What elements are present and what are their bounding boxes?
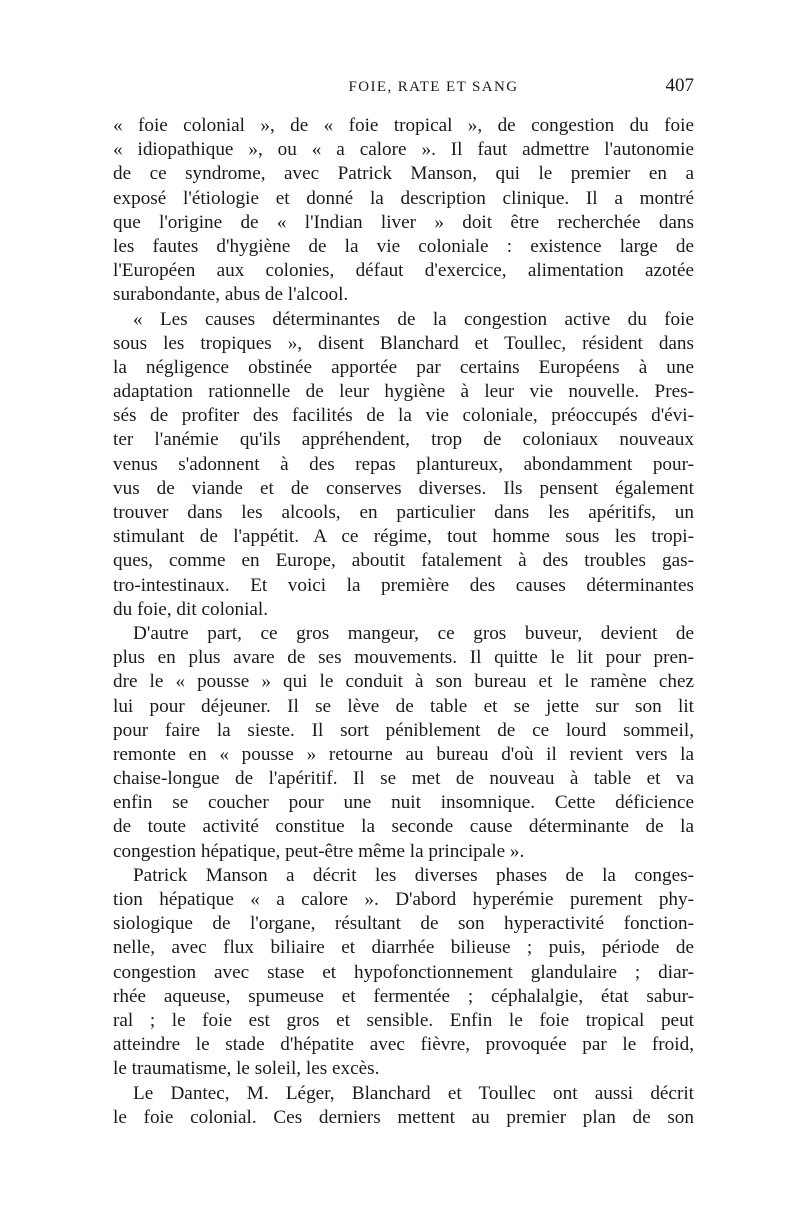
text-line: remonte en « pousse » retourne au bureau d'où il revient vers la [113,743,694,765]
text-line: ques, comme en Europe, aboutit fatalement à des troubles gas- [113,550,694,572]
text-line: plus en plus avare de ses mouvements. Il quitte le lit pour pren- [113,647,694,669]
text-line: adaptation rationnelle de leur hygiène à leur vie nouvelle. Pres- [113,381,694,403]
text-line: rhée aqueuse, spumeuse et fermentée ; céphalalgie, état sabur- [113,985,694,1007]
text-line: « foie colonial », de « foie tropical », de congestion du foie [113,115,694,136]
text-line: siologique de l'organe, résultant de son hyperactivité fonction- [113,913,694,935]
text-line: sous les tropiques », disent Blanchard et Toullec, résident dans [113,332,694,354]
text-line: que l'origine de « l'Indian liver » doit être recherchée dans [113,211,694,233]
text-line: stimulant de l'appétit. A ce régime, tout homme sous les tropi- [113,526,694,548]
text-line: pour faire la sieste. Il sort péniblement de ce lourd sommeil, [113,719,694,741]
text-line: exposé l'étiologie et donné la description clinique. Il a montré [113,187,694,209]
text-line: tion hépatique « a calore ». D'abord hyperémie purement phy- [113,889,694,910]
text-line: surabondante, abus de l'alcool. [113,284,349,306]
body-text [113,114,694,1130]
text-line: lui pour déjeuner. Il se lève de table et se jette sur son lit [113,695,694,717]
text-line: Patrick Manson a décrit les diverses phases de la conges- [133,864,694,886]
text-line: « idiopathique », ou « a calore ». Il faut admettre l'autonomie [113,139,694,161]
text-line: ral ; le foie est gros et sensible. Enfin le foie tropical peut [113,1009,694,1031]
text-line: nelle, avec flux biliaire et diarrhée bilieuse ; puis, période de [113,937,694,959]
text-line: vus de viande et de conserves diverses. Ils pensent également [113,477,694,499]
text-line: de ce syndrome, avec Patrick Manson, qui le premier en a [113,163,694,185]
text-line: de toute activité constitue la seconde cause déterminante de la [113,816,694,838]
text-line: atteindre le stade d'hépatite avec fièvre, provoquée par le froid, [113,1034,694,1056]
text-line: le traumatisme, le soleil, les excès. [113,1058,380,1080]
running-title: FOIE, RATE ET SANG [348,79,519,95]
text-line: tro-intestinaux. Et voici la première des causes déterminantes [113,574,694,596]
text-line: l'Européen aux colonies, défaut d'exercice, alimentation azotée [113,260,694,282]
text-line: congestion avec stase et hypofonctionnement glandulaire ; diar- [113,961,694,983]
text-line: « Les causes déterminantes de la congestion active du foie [133,308,694,330]
text-line: D'autre part, ce gros mangeur, ce gros buveur, devient de [133,622,694,644]
running-header [113,77,694,99]
text-line: trouver dans les alcools, en particulier dans les apéritifs, un [113,502,694,523]
text-line: chaise-longue de l'apéritif. Il se met de nouveau à table et va [113,768,694,790]
text-line: Le Dantec, M. Léger, Blanchard et Toullec ont aussi décrit [133,1082,694,1104]
text-line: sés de profiter des facilités de la vie coloniale, préoccupés d'évi- [113,405,694,427]
page-number: 407 [665,75,694,96]
text-line: le foie colonial. Ces derniers mettent au premier plan de son [113,1106,694,1128]
text-line: venus s'adonnent à des repas plantureux, abondamment pour- [113,453,694,475]
text-line: ter l'anémie qu'ils appréhendent, trop de coloniaux nouveaux [113,429,694,451]
text-line: enfin se coucher pour une nuit insomnique. Cette déficience [113,792,694,814]
text-line: du foie, dit colonial. [113,598,269,620]
text-line: congestion hépatique, peut-être même la principale ». [113,840,525,862]
text-line: les fautes d'hygiène de la vie coloniale : existence large de [113,235,694,257]
text-line: la négligence obstinée apportée par certains Européens à une [113,356,694,378]
text-line: dre le « pousse » qui le conduit à son bureau et le ramène chez [113,671,694,693]
